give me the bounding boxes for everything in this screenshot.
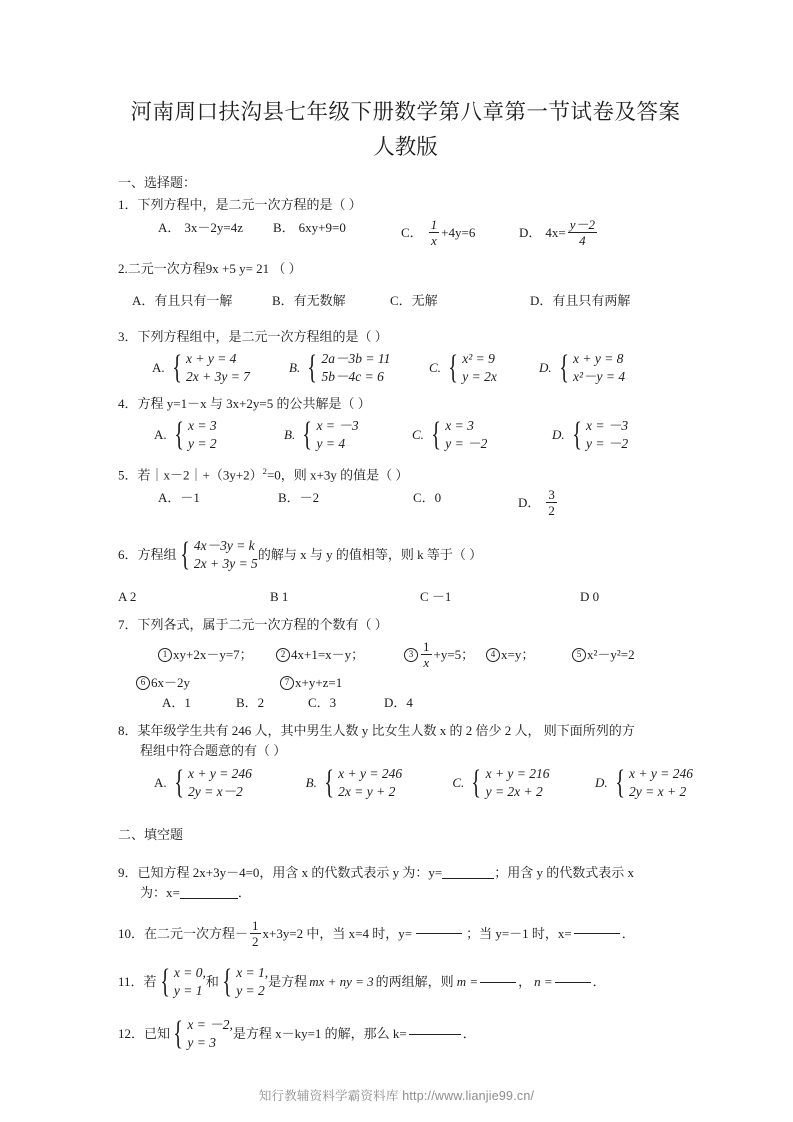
question-6-option-d: D 0 bbox=[580, 589, 600, 605]
equation-row-1: x = 3 bbox=[187, 418, 217, 433]
equation-row-1: x + y = 246 bbox=[338, 766, 403, 782]
equation-row-1: 4x－3y = k bbox=[193, 538, 255, 554]
option-label-a: A. bbox=[154, 775, 167, 791]
equation-system-first bbox=[157, 964, 206, 1000]
equation-row-1: x = 0, bbox=[173, 965, 206, 981]
option-label-c: C. bbox=[429, 360, 441, 375]
question-9-line-1 bbox=[118, 863, 693, 883]
equation-row-2: y = 2 bbox=[236, 983, 265, 999]
question-8-option-c bbox=[452, 765, 595, 801]
equation-row-1: 2a－3b = 11 bbox=[321, 351, 391, 366]
circled-number-6-icon: 6 bbox=[136, 676, 150, 690]
question-6-stem-pre: 6．方程组 bbox=[118, 547, 177, 563]
question-2 bbox=[118, 259, 693, 311]
fraction-denominator: 2 bbox=[252, 934, 259, 950]
option-label-c: C. bbox=[452, 775, 465, 791]
equation-row-1: x = 3 bbox=[445, 418, 474, 433]
question-12 bbox=[118, 1016, 693, 1052]
question-9-text-post: ． bbox=[237, 885, 251, 901]
answer-blank[interactable] bbox=[416, 933, 462, 934]
item-text: x+y+z=1 bbox=[295, 675, 343, 691]
equation-row-2: 2x = y + 2 bbox=[338, 784, 396, 800]
equation-row-1: x + y = 246 bbox=[187, 766, 252, 782]
option-text-a: 3x－2y=4z bbox=[184, 220, 243, 235]
question-4-stem: 4．方程 y=1－x 与 3x+2y=5 的公共解是（ ） bbox=[118, 396, 371, 411]
question-8-option-b bbox=[306, 765, 453, 801]
answer-blank[interactable] bbox=[180, 898, 238, 899]
question-7-item-5 bbox=[572, 645, 635, 665]
question-11-n-label: n = bbox=[534, 974, 553, 990]
question-2-option-d: D．有且只有两解 bbox=[530, 293, 631, 308]
equation-system-second bbox=[219, 964, 268, 1000]
equation-row-2: 5b－4c = 6 bbox=[321, 369, 384, 384]
question-11-equation: mx + ny = 3 bbox=[309, 974, 374, 990]
question-8-option-d bbox=[595, 765, 693, 801]
question-7-item-6 bbox=[136, 673, 280, 693]
question-9-text-pre: 9．已知方程 2x+3y－4=0，用含 x 的代数式表示 y 为：y= bbox=[118, 865, 443, 881]
circled-number-7-icon: 7 bbox=[280, 676, 294, 690]
question-1-option-b bbox=[273, 218, 401, 238]
question-4 bbox=[118, 394, 693, 453]
equation-system-b bbox=[321, 765, 402, 801]
left-brace-icon: { bbox=[302, 416, 313, 454]
option-label-b: B. bbox=[284, 427, 296, 442]
question-10-text-pre: 10．在二元一次方程－ bbox=[118, 925, 249, 941]
question-8-option-a bbox=[154, 765, 306, 801]
item-text: x=y； bbox=[501, 646, 535, 662]
question-6-stem bbox=[118, 537, 693, 573]
left-brace-icon: { bbox=[558, 349, 569, 387]
fraction-y-minus-2-over-4 bbox=[568, 218, 597, 247]
answer-blank[interactable] bbox=[574, 933, 620, 934]
question-7 bbox=[118, 615, 693, 713]
question-8 bbox=[118, 721, 693, 801]
fraction-denominator: x bbox=[431, 233, 437, 248]
fraction-numerator: 1 bbox=[423, 639, 430, 655]
question-3-option-b bbox=[289, 350, 429, 386]
equation-row-2: 2y = x + 2 bbox=[629, 784, 687, 800]
fraction-denominator: 4 bbox=[579, 233, 586, 248]
left-brace-icon: { bbox=[159, 963, 170, 1001]
question-6-option-b: B 1 bbox=[270, 589, 289, 605]
circled-number-2-icon: 2 bbox=[276, 648, 290, 662]
circled-number-3-icon: 3 bbox=[404, 648, 418, 662]
equation-row-2: y = －2 bbox=[445, 436, 488, 451]
question-11-text-pre: 11．若 bbox=[118, 974, 157, 990]
option-label-a: A. bbox=[152, 360, 165, 375]
fraction-denominator: x bbox=[423, 655, 430, 671]
question-7-item-2 bbox=[276, 645, 404, 665]
question-7-item-4 bbox=[486, 645, 572, 665]
equation-row-2: y = 1 bbox=[173, 983, 203, 999]
item-text: +y=5； bbox=[433, 646, 475, 662]
question-5-stem-post: =0，则 x+3y 的值是（ ） bbox=[266, 467, 409, 483]
equation-system-c bbox=[468, 765, 549, 801]
option-label-d: D． bbox=[518, 494, 541, 510]
page-title: 河南周口扶沟县七年级下册数学第八章第一节试卷及答案 bbox=[130, 100, 681, 124]
question-5-option-b: B．－2 bbox=[278, 490, 320, 506]
fraction-three-over-two bbox=[546, 488, 557, 517]
item-text: 4x+1=x－y； bbox=[291, 646, 365, 662]
question-5-option-a: A．－1 bbox=[158, 490, 200, 506]
left-brace-icon: { bbox=[614, 764, 625, 802]
equation-row-1: x + y = 246 bbox=[629, 766, 693, 782]
equation-system-d bbox=[556, 350, 625, 386]
question-3-option-a bbox=[152, 350, 289, 386]
left-brace-icon: { bbox=[571, 416, 582, 454]
question-12-stem bbox=[118, 1016, 693, 1052]
fraction-denominator: 2 bbox=[548, 503, 555, 519]
equation-system-a bbox=[169, 350, 250, 386]
equation-row-2: y = －2 bbox=[585, 436, 629, 451]
question-2-option-c: C．无解 bbox=[390, 293, 438, 308]
option-text-b: 6xy+9=0 bbox=[298, 220, 346, 235]
question-5 bbox=[118, 461, 693, 517]
question-7-item-3 bbox=[404, 640, 486, 669]
question-6 bbox=[118, 537, 693, 607]
circled-number-5-icon: 5 bbox=[572, 648, 586, 662]
question-11-stem bbox=[118, 964, 693, 1000]
equation-row-1: x + y = 216 bbox=[485, 766, 550, 782]
question-7-stem: 7．下列各式，属于二元一次方程的个数有（ ） bbox=[118, 617, 388, 633]
option-label-b: B． bbox=[273, 220, 295, 235]
option-label-c: C． bbox=[401, 224, 423, 240]
footer-watermark: 知行教辅资料学霸资料库 http://www.lianjie99.cn/ bbox=[258, 1089, 535, 1103]
fraction-numerator: 3 bbox=[548, 487, 555, 503]
equation-row-1: x = 1, bbox=[236, 965, 269, 981]
question-11-text-mid2: 的两组解，则 bbox=[375, 974, 454, 990]
left-brace-icon: { bbox=[222, 963, 232, 1001]
equation-system-d bbox=[612, 765, 693, 801]
question-9 bbox=[118, 863, 693, 903]
exponent-2: 2 bbox=[262, 466, 267, 476]
equation-row-2: 2x + 3y = 5 bbox=[193, 556, 258, 572]
equation-system-q12 bbox=[170, 1016, 233, 1052]
equation-row-1: x = －3 bbox=[316, 418, 359, 433]
question-5-option-c: C．0 bbox=[413, 490, 442, 506]
answer-blank[interactable] bbox=[480, 982, 516, 983]
item-text: 6x－2y bbox=[151, 675, 191, 691]
option-label-a: A. bbox=[154, 427, 167, 442]
question-3-option-d bbox=[539, 350, 625, 386]
left-brace-icon: { bbox=[171, 349, 182, 387]
fraction-one-over-x bbox=[421, 640, 432, 669]
question-4-option-b bbox=[284, 417, 412, 453]
question-8-stem-line-1: 8．某年级学生共有 246 人，其中男生人数 y 比女生人数 x 的 2 倍少 2 人， 则下面所列的方 bbox=[118, 723, 635, 739]
equation-row-2: y = 2x bbox=[462, 369, 497, 384]
question-7-option-c: C．3 bbox=[308, 695, 337, 711]
left-brace-icon: { bbox=[307, 349, 318, 387]
fraction-one-half bbox=[250, 919, 261, 948]
equation-system-a bbox=[171, 417, 217, 453]
left-brace-icon: { bbox=[173, 416, 184, 454]
option-label-d: D. bbox=[539, 360, 552, 375]
question-4-option-a bbox=[154, 417, 284, 453]
question-3 bbox=[118, 327, 693, 386]
left-brace-icon: { bbox=[173, 764, 184, 802]
answer-blank[interactable] bbox=[409, 1034, 461, 1035]
option-text-c: +4y=6 bbox=[441, 224, 476, 240]
question-9-text-mid: ；用含 y 的代数式表示 x bbox=[494, 865, 635, 881]
option-label-a: A． bbox=[158, 220, 181, 235]
question-11 bbox=[118, 964, 693, 1000]
question-5-stem bbox=[118, 461, 693, 485]
question-7-item-7 bbox=[280, 673, 342, 693]
option-label-b: B. bbox=[305, 775, 317, 791]
section-heading-fill: 二、填空题 bbox=[118, 827, 184, 843]
question-4-option-d bbox=[552, 417, 628, 453]
question-10-text-mid: x+3y=2 中，当 x=4 时，y= bbox=[262, 925, 413, 941]
page-subtitle: 人教版 bbox=[373, 135, 438, 159]
question-6-stem-post: 的解与 x 与 y 的值相等，则 k 等于（ ） bbox=[257, 547, 483, 563]
question-11-comma: ， bbox=[518, 974, 532, 990]
left-brace-icon: { bbox=[324, 764, 334, 802]
equation-row-1: x² = 9 bbox=[462, 351, 495, 366]
equation-row-1: x = －2, bbox=[187, 1017, 233, 1033]
question-1-stem: 1．下列方程中，是二元一次方程的是（ ） bbox=[118, 197, 362, 212]
equation-row-2: x²－y = 4 bbox=[572, 369, 626, 384]
question-11-text-mid: 是方程 bbox=[268, 974, 308, 990]
question-7-option-b: B．2 bbox=[236, 695, 265, 711]
question-1 bbox=[118, 195, 693, 247]
question-9-line-2 bbox=[118, 883, 693, 903]
question-6-option-a: A 2 bbox=[118, 589, 137, 605]
item-text: xy+2x－y=7； bbox=[173, 646, 253, 662]
fraction-numerator: 1 bbox=[252, 918, 259, 934]
equation-row-2: y = 3 bbox=[187, 1035, 216, 1051]
question-12-text-post: ． bbox=[462, 1026, 476, 1042]
section-heading-choice: 一、选择题： bbox=[118, 175, 197, 190]
question-10-text-post: ． bbox=[621, 925, 635, 941]
answer-blank[interactable] bbox=[442, 878, 494, 879]
question-1-option-c bbox=[401, 218, 519, 247]
equation-row-2: y = 2x + 2 bbox=[485, 784, 543, 800]
question-10-text-mid2: ；当 y=－1 时，x= bbox=[466, 925, 572, 941]
question-6-option-c: C －1 bbox=[420, 589, 452, 605]
question-2-stem: 2.二元一次方程9x +5 y= 21 （ ） bbox=[118, 261, 302, 276]
equation-row-1: x = －3 bbox=[585, 418, 629, 433]
equation-row-1: x + y = 8 bbox=[572, 351, 624, 366]
question-3-stem: 3．下列方程组中，是二元一次方程组的是（ ） bbox=[118, 329, 388, 344]
equation-row-2: 2y = x－2 bbox=[187, 784, 243, 800]
equation-system-q6 bbox=[177, 537, 258, 573]
question-2-option-b: B．有无数解 bbox=[272, 293, 346, 308]
left-brace-icon: { bbox=[431, 416, 441, 454]
question-3-option-c bbox=[429, 350, 539, 386]
question-1-option-d bbox=[519, 218, 599, 247]
option-text-d: 4x= bbox=[545, 224, 566, 240]
option-label-d: D． bbox=[519, 224, 542, 240]
option-label-c: C. bbox=[412, 427, 424, 442]
question-7-option-a: A．1 bbox=[162, 695, 191, 711]
equation-row-2: y = 2 bbox=[187, 436, 217, 451]
question-2-option-a: A．有且只有一解 bbox=[132, 293, 233, 308]
question-11-text-post: ． bbox=[592, 974, 606, 990]
equation-system-b bbox=[299, 417, 358, 453]
left-brace-icon: { bbox=[471, 764, 482, 802]
question-12-text-pre: 12．已知 bbox=[118, 1026, 171, 1042]
equation-row-1: x + y = 4 bbox=[185, 351, 237, 366]
equation-system-a bbox=[171, 765, 252, 801]
fraction-numerator: y－2 bbox=[569, 217, 596, 232]
left-brace-icon: { bbox=[179, 536, 190, 574]
question-4-option-c bbox=[412, 417, 552, 453]
equation-system-d bbox=[569, 417, 628, 453]
option-label-d: D. bbox=[595, 775, 608, 791]
answer-blank[interactable] bbox=[555, 982, 591, 983]
question-11-conjunction: 和 bbox=[205, 974, 219, 990]
option-label-b: B. bbox=[289, 360, 301, 375]
option-label-d: D. bbox=[552, 427, 565, 442]
question-12-text-mid: 是方程 x－ky=1 的解，那么 k= bbox=[232, 1026, 407, 1042]
item-text: x²－y²=2 bbox=[587, 646, 635, 662]
left-brace-icon: { bbox=[173, 1015, 184, 1053]
question-10 bbox=[118, 919, 693, 948]
question-1-option-a bbox=[158, 218, 273, 238]
question-8-stem-line-2: 程组中符合题意的有（ ） bbox=[140, 743, 287, 759]
question-10-stem bbox=[118, 919, 693, 948]
circled-number-1-icon: 1 bbox=[158, 648, 172, 662]
question-11-m-label: m = bbox=[456, 974, 479, 990]
question-5-stem-pre: 5．若｜x－2｜+（3y+2） bbox=[118, 467, 263, 483]
equation-system-c bbox=[428, 417, 487, 453]
equation-system-c bbox=[445, 350, 497, 386]
fraction-numerator: 1 bbox=[430, 217, 438, 232]
question-9-text-l2: 为：x= bbox=[140, 885, 180, 901]
equation-row-2: y = 4 bbox=[316, 436, 346, 451]
fraction-one-over-x bbox=[429, 218, 440, 247]
question-7-option-d: D．4 bbox=[384, 695, 413, 711]
equation-system-b bbox=[304, 350, 390, 386]
equation-row-2: 2x + 3y = 7 bbox=[185, 369, 250, 384]
question-7-item-1 bbox=[158, 645, 276, 665]
left-brace-icon: { bbox=[448, 349, 458, 387]
circled-number-4-icon: 4 bbox=[486, 648, 500, 662]
question-5-option-d bbox=[518, 488, 559, 517]
